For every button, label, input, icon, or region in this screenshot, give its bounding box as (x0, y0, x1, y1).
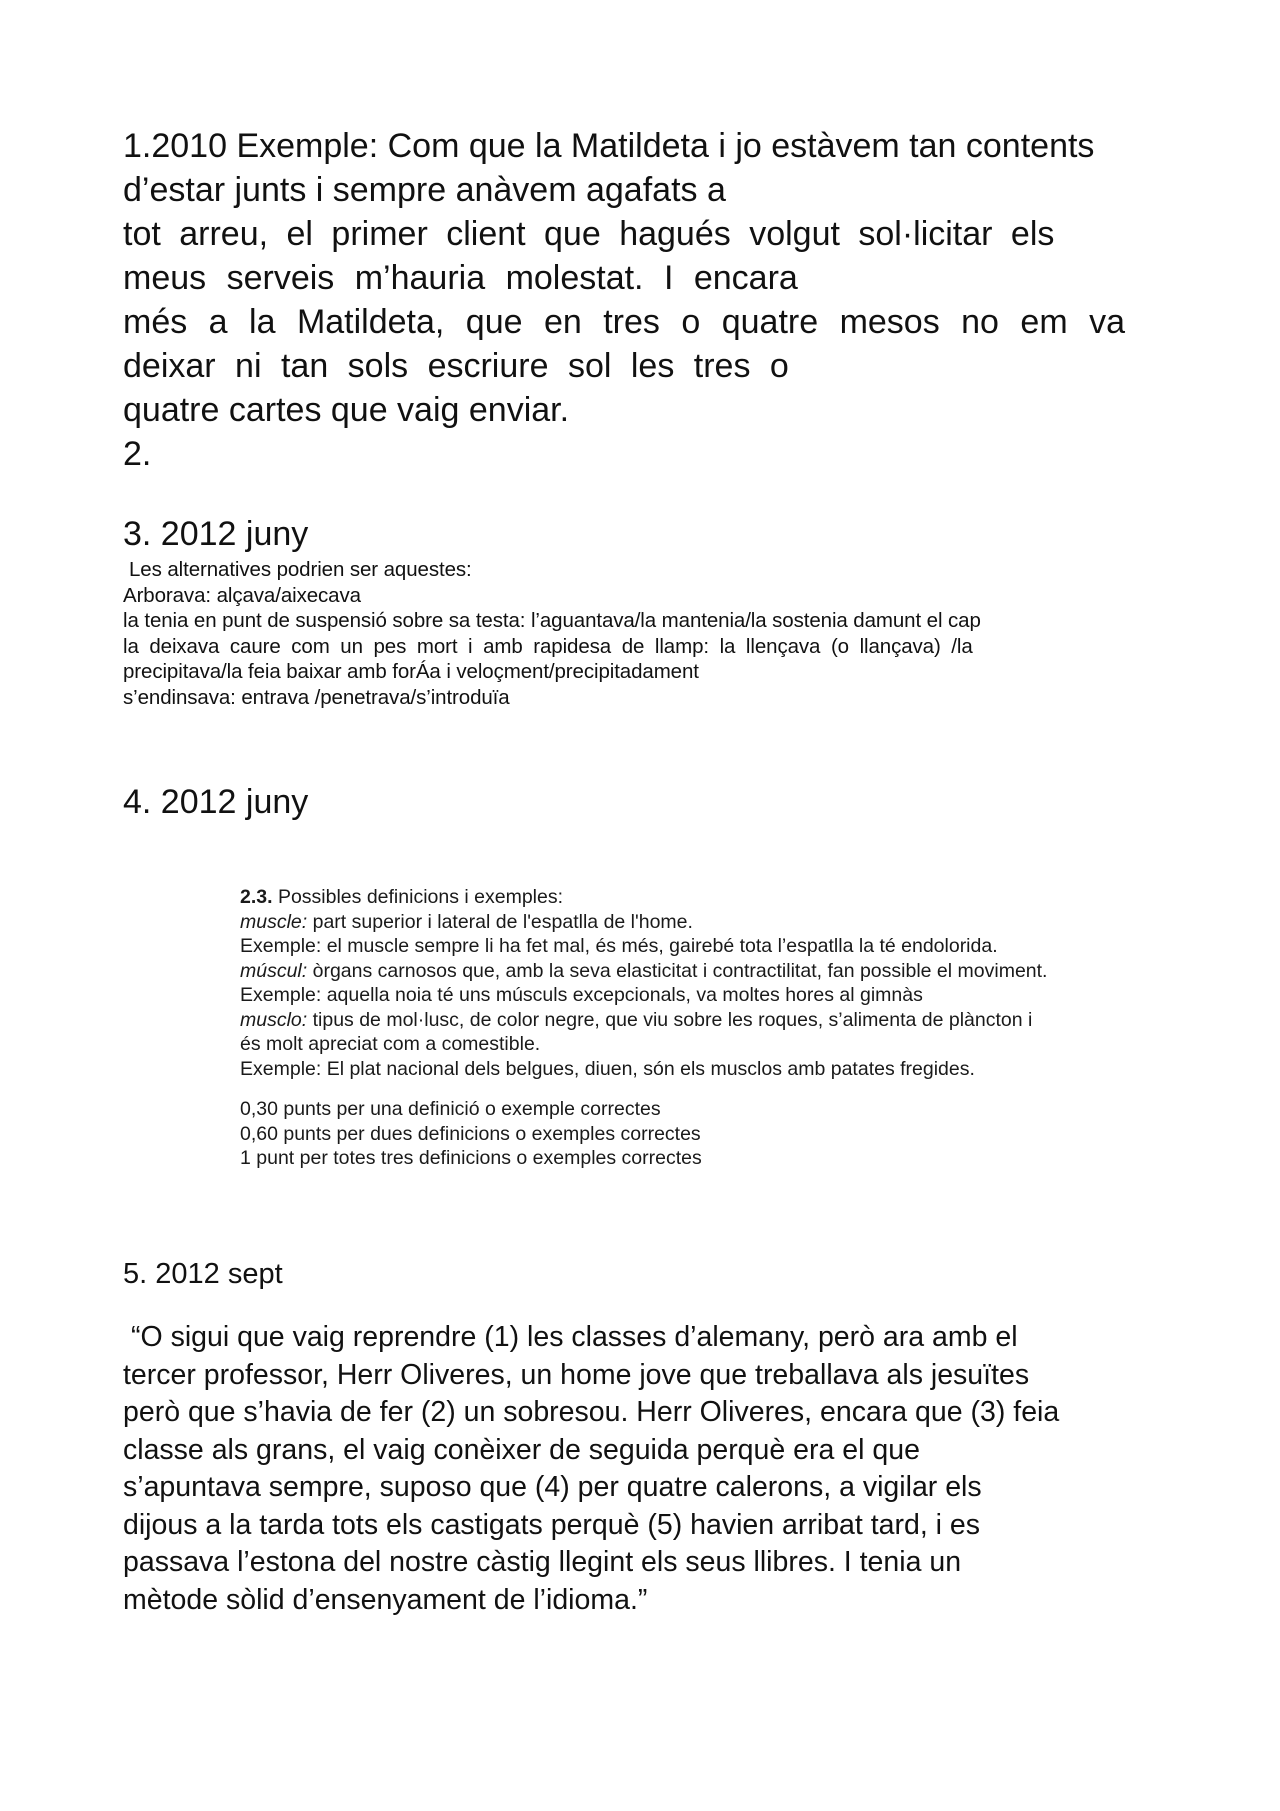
score-line: 0,30 punts per una definició o exemple correctes (240, 1098, 661, 1120)
definition: tipus de mol·lusc, de color negre, que viu sobre les roques, s’alimenta de plàncton i (307, 1008, 1033, 1031)
example-line: Exemple: el muscle sempre li ha fet mal, és més, gairebé tota l’espatlla la té endolorida. (240, 935, 998, 957)
example-line: Exemple: El plat nacional dels belgues, diuen, són els musclos amb patates fregides. (240, 1057, 975, 1080)
definition-line: és molt apreciat com a comestible. (240, 1033, 541, 1055)
text-line: mètode sòlid d’ensenyament de l’idioma.” (123, 1583, 648, 1616)
text-line: meus serveis m’hauria molestat. I encara (123, 259, 798, 297)
text-line: 2. (123, 435, 152, 473)
definition-line (240, 910, 1160, 935)
text-line: la deixava caure com un pes mort i amb rapidesa de llamp: la llençava (o llançava) /la (123, 634, 973, 658)
section-3-heading: 3. 2012 juny (123, 515, 309, 553)
definition: òrgans carnosos que, amb la seva elasticitat i contractilitat, fan possible el moviment. (307, 959, 1048, 982)
section-3-body (123, 557, 1153, 710)
text-line: deixar ni tan sols escriure sol les tres o (123, 347, 789, 385)
text-line: dijous a la tarda tots els castigats perquè (5) havien arribat tard, i es (123, 1508, 981, 1541)
definition: part superior i lateral de l'espatlla de l'home. (307, 910, 693, 933)
section-4-embedded-image (240, 885, 1160, 1171)
spacer (240, 1081, 1160, 1097)
term: muscle: (240, 910, 308, 933)
text-line: s’apuntava sempre, suposo que (4) per quatre calerons, a vigilar els (123, 1471, 982, 1503)
example-line: Exemple: aquella noia té uns músculs excepcionals, va moltes hores al gimnàs (240, 984, 923, 1006)
text-line: tercer professor, Herr Oliveres, un home jove que treballava als jesuïtes (123, 1358, 1030, 1391)
text-line: Arborava: alçava/aixecava (123, 583, 361, 607)
section-1-paragraph (123, 124, 1153, 476)
intro-text: Possibles definicions i exemples: (272, 886, 564, 908)
score-line: 1 punt per totes tres definicions o exemples correctes (240, 1147, 702, 1169)
definition-line (240, 959, 1160, 984)
definitions-intro (240, 885, 1160, 910)
intro-number: 2.3. (240, 886, 273, 908)
definition-line (240, 1008, 1160, 1033)
text-line: quatre cartes que vaig enviar. (123, 391, 570, 429)
term: musclo: (240, 1008, 308, 1031)
text-line: però que s’havia de fer (2) un sobresou. Herr Oliveres, encara que (3) feia (123, 1396, 1060, 1428)
section-5-heading: 5. 2012 sept (123, 1258, 283, 1290)
section-4-heading: 4. 2012 juny (123, 783, 309, 821)
text-line: precipitava/la feia baixar amb forÁa i veloçment/precipitadament (123, 660, 699, 683)
section-5-quote (123, 1319, 1173, 1619)
text-line: més a la Matildeta, que en tres o quatre mesos no em va (123, 303, 1126, 341)
text-line: s’endinsava: entrava /penetrava/s’introduïa (123, 685, 510, 709)
text-line: Les alternatives podrien ser aquestes: (129, 558, 472, 581)
text-line: classe als grans, el vaig conèixer de seguida perquè era el que (123, 1433, 920, 1466)
text-line: la tenia en punt de suspensió sobre sa testa: l’aguantava/la mantenia/la sostenia damunt el cap (123, 609, 981, 632)
score-line: 0,60 punts per dues definicions o exemples correctes (240, 1122, 701, 1145)
text-line: 1.2010 Exemple: Com que la Matildeta i jo estàvem tan contents (123, 127, 1095, 165)
term: múscul: (240, 959, 308, 982)
text-line: d’estar junts i sempre anàvem agafats a (123, 171, 726, 209)
text-line: passava l’estona del nostre càstig llegint els seus llibres. I tenia un (123, 1546, 962, 1578)
text-line: tot arreu, el primer client que hagués volgut sol·licitar els (123, 215, 1055, 253)
text-line: “O sigui que vaig reprendre (1) les classes d’alemany, però ara amb el (131, 1321, 1018, 1353)
